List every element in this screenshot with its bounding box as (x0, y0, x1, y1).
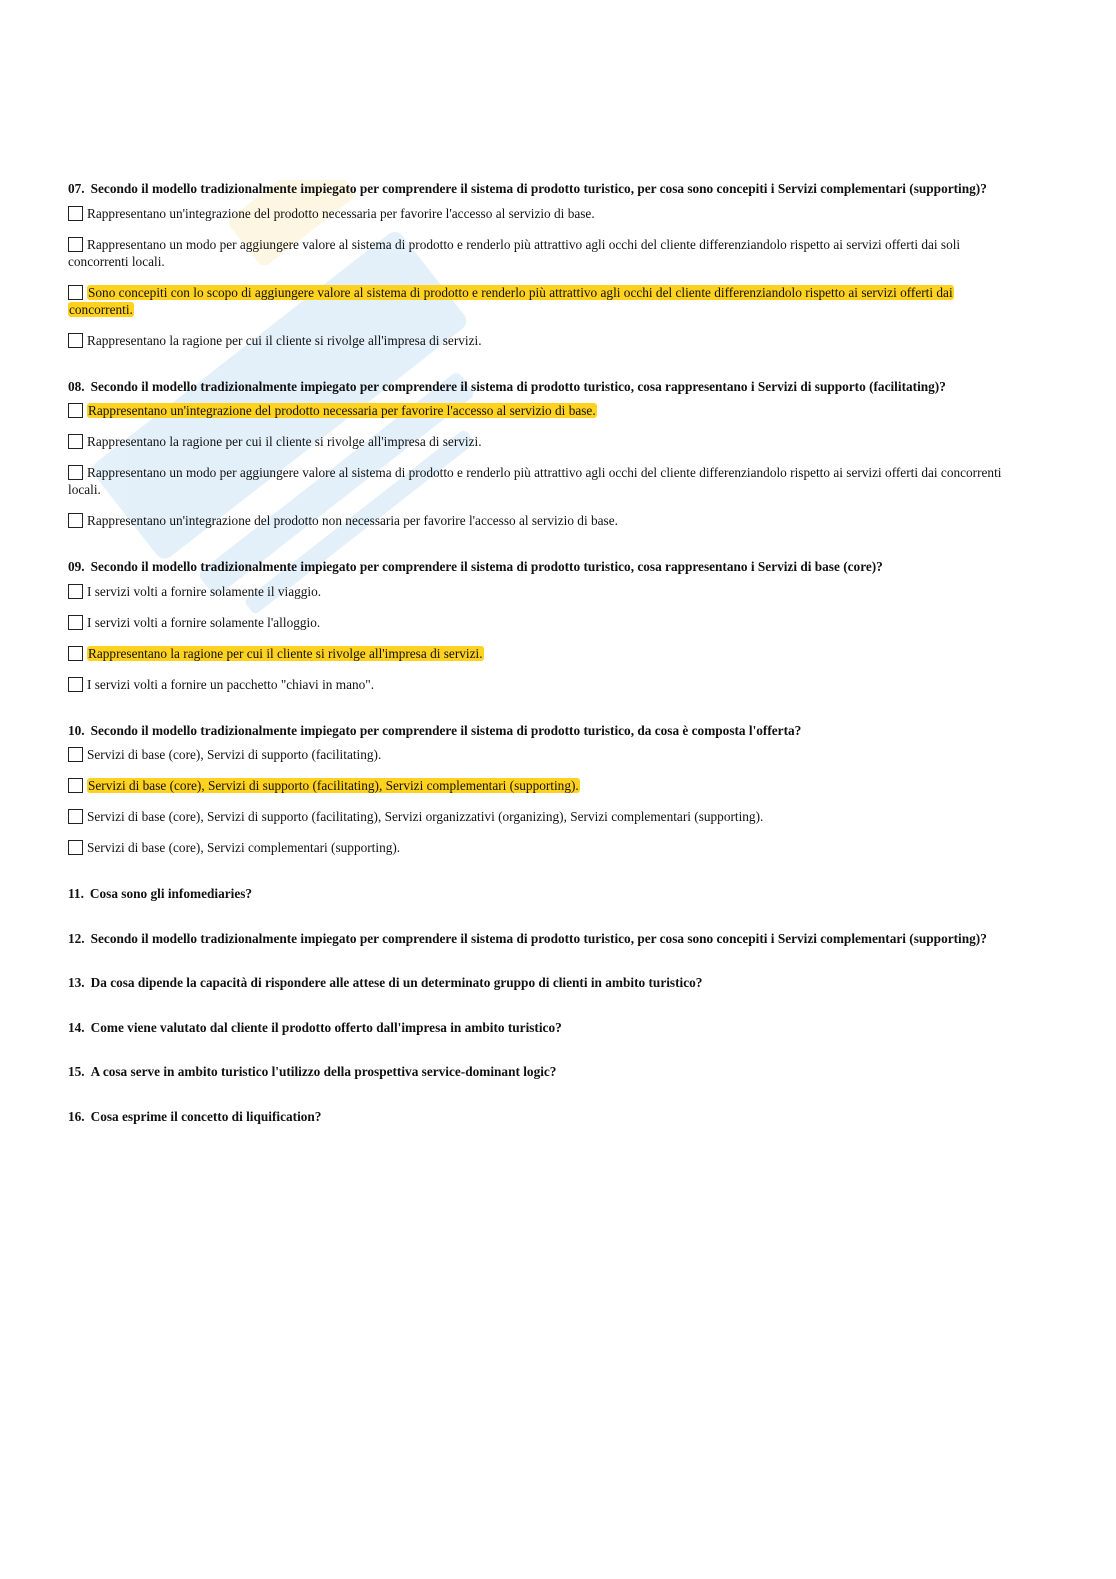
question-7 (68, 1020, 1018, 1036)
answer-checkbox[interactable] (68, 584, 83, 599)
answer-option (68, 205, 1018, 222)
answer-option (68, 512, 1018, 529)
question-title (68, 1109, 1018, 1125)
answer-checkbox[interactable] (68, 615, 83, 630)
answer-option (68, 583, 1018, 600)
question-9 (68, 1109, 1018, 1125)
answer-option (68, 645, 1018, 662)
question-title (68, 975, 1018, 991)
answer-checkbox[interactable] (68, 465, 83, 480)
answer-checkbox[interactable] (68, 840, 83, 855)
answer-checkbox[interactable] (68, 206, 83, 221)
answer-checkbox[interactable] (68, 809, 83, 824)
question-text: Da cosa dipende la capacità di rispondere alle attese di un determinato gruppo di clienti in ambito turistico? (90, 975, 703, 990)
answer-text: Rappresentano un modo per aggiungere valore al sistema di prodotto e renderlo più attrattivo agli occhi del cliente differenziandolo rispetto ai servizi offerti dai soli concorrenti locali. (68, 236, 961, 269)
question-number: 13. (68, 975, 85, 990)
question-number: 07. (68, 181, 85, 196)
question-title (68, 1020, 1018, 1036)
answer-text-highlighted: Rappresentano un'integrazione del prodotto necessaria per favorire l'accesso al servizio di base. (88, 403, 596, 418)
question-text: Cosa sono gli infomediaries? (89, 886, 253, 901)
answer-text: Rappresentano un'integrazione del prodotto non necessaria per favorire l'accesso al servizio di base. (87, 513, 618, 528)
question-1 (68, 379, 1018, 530)
question-text: Come viene valutato dal cliente il prodotto offerto dall'impresa in ambito turistico? (90, 1019, 562, 1035)
question-title (68, 559, 1018, 575)
answer-text: I servizi volti a fornire solamente l'alloggio. (87, 614, 321, 630)
question-title (68, 181, 1018, 197)
answer-option (68, 236, 1018, 270)
answer-text: I servizi volti a fornire solamente il viaggio. (87, 583, 322, 599)
question-title (68, 931, 1018, 947)
answer-option (68, 676, 1018, 693)
question-title (68, 1064, 1018, 1080)
answer-option (68, 808, 1018, 825)
question-text: Secondo il modello tradizionalmente impiegato per comprendere il sistema di prodotto turistico, per cosa sono concepiti i Servizi complementari (supporting)? (90, 181, 987, 196)
question-5 (68, 931, 1018, 947)
question-text: Secondo il modello tradizionalmente impiegato per comprendere il sistema di prodotto turistico, per cosa sono concepiti i Servizi complementari (supporting)? (90, 930, 987, 946)
answer-option (68, 332, 1018, 349)
answer-checkbox[interactable] (68, 513, 83, 528)
answer-checkbox[interactable] (68, 285, 83, 300)
answer-checkbox[interactable] (68, 778, 83, 793)
question-3 (68, 723, 1018, 857)
question-title (68, 723, 1018, 739)
answer-text: Rappresentano la ragione per cui il cliente si rivolge all'impresa di servizi. (87, 434, 482, 449)
question-number: 09. (68, 559, 85, 574)
question-title (68, 379, 1018, 395)
question-number: 14. (68, 1019, 85, 1035)
question-4 (68, 886, 1018, 902)
answer-checkbox[interactable] (68, 333, 83, 348)
answer-option (68, 839, 1018, 856)
question-text: Secondo il modello tradizionalmente impiegato per comprendere il sistema di prodotto turistico, da cosa è composta l'offerta? (90, 722, 802, 738)
answer-text: I servizi volti a fornire un pacchetto "chiavi in mano". (87, 676, 375, 692)
answer-text: Rappresentano la ragione per cui il cliente si rivolge all'impresa di servizi. (87, 332, 482, 348)
answer-text-highlighted: Sono concepiti con lo scopo di aggiungere valore al sistema di prodotto e renderlo più attrattivo agli occhi del cliente differenziandolo rispetto ai servizi offerti dai concorrenti. (69, 284, 953, 317)
answer-text-highlighted: Servizi di base (core), Servizi di supporto (facilitating), Servizi complementari (supporting). (88, 778, 579, 793)
question-title (68, 886, 1018, 902)
answer-text-highlighted: Rappresentano la ragione per cui il cliente si rivolge all'impresa di servizi. (88, 645, 483, 661)
answer-checkbox[interactable] (68, 747, 83, 762)
question-text: Secondo il modello tradizionalmente impiegato per comprendere il sistema di prodotto turistico, cosa rappresentano i Servizi di base (core)? (90, 559, 883, 574)
answer-checkbox[interactable] (68, 677, 83, 692)
answer-text: Rappresentano un'integrazione del prodotto necessaria per favorire l'accesso al servizio di base. (87, 205, 595, 221)
question-2 (68, 559, 1018, 693)
question-8 (68, 1064, 1018, 1080)
question-number: 11. (68, 886, 84, 901)
answer-text: Servizi di base (core), Servizi di supporto (facilitating). (87, 747, 382, 762)
question-text: Secondo il modello tradizionalmente impiegato per comprendere il sistema di prodotto turistico, cosa rappresentano i Servizi di supporto (facilitating)? (90, 378, 946, 394)
answer-option (68, 402, 1018, 419)
question-6 (68, 975, 1018, 991)
question-list (68, 181, 1018, 1153)
answer-option (68, 614, 1018, 631)
answer-option (68, 433, 1018, 450)
answer-checkbox[interactable] (68, 237, 83, 252)
answer-checkbox[interactable] (68, 646, 83, 661)
question-0 (68, 181, 1018, 349)
answer-option (68, 777, 1018, 794)
question-text: Cosa esprime il concetto di liquification? (90, 1108, 322, 1124)
answer-option (68, 284, 1018, 318)
question-number: 08. (68, 378, 85, 394)
question-number: 10. (68, 722, 85, 738)
question-number: 12. (68, 930, 85, 946)
answer-checkbox[interactable] (68, 403, 83, 418)
answer-checkbox[interactable] (68, 434, 83, 449)
answer-text: Rappresentano un modo per aggiungere valore al sistema di prodotto e renderlo più attrattivo agli occhi del cliente differenziandolo rispetto ai servizi offerti dai concorrenti locali. (68, 465, 1002, 497)
answer-option (68, 746, 1018, 763)
answer-text: Servizi di base (core), Servizi complementari (supporting). (87, 840, 401, 855)
question-number: 16. (68, 1108, 85, 1124)
question-text: A cosa serve in ambito turistico l'utilizzo della prospettiva service-dominant logic? (90, 1064, 557, 1079)
answer-text: Servizi di base (core), Servizi di supporto (facilitating), Servizi organizzativi (organizing), Servizi complementari (supporting). (87, 809, 764, 824)
answer-option (68, 464, 1018, 498)
question-number: 15. (68, 1064, 85, 1079)
